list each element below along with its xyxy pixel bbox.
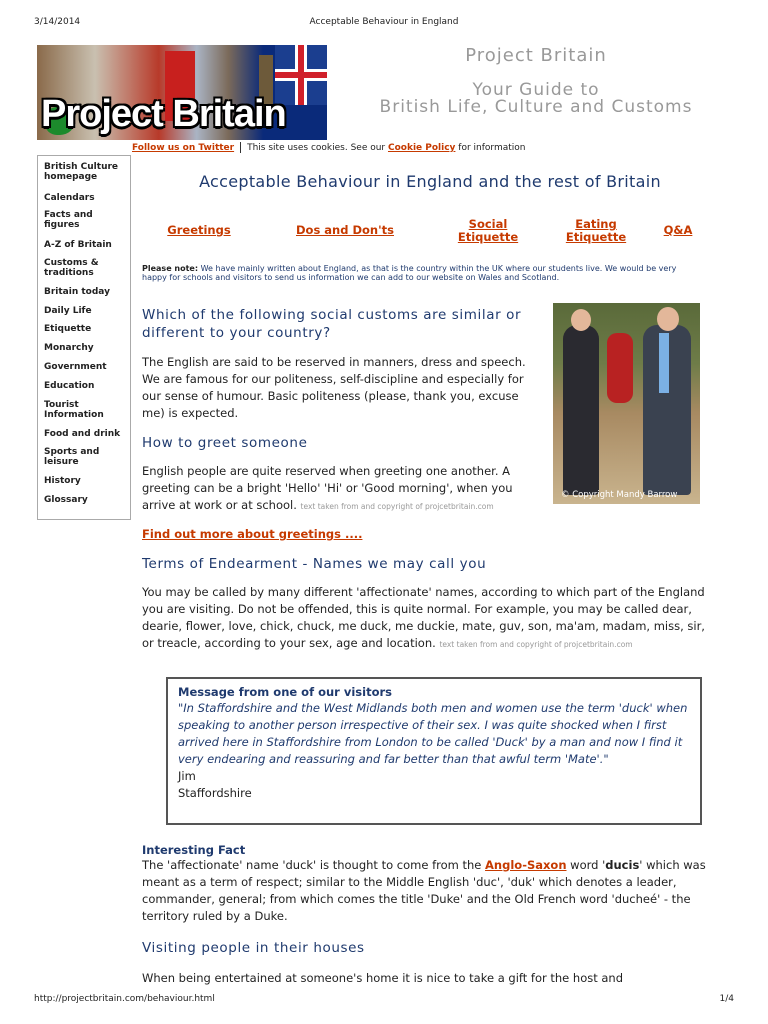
section-greet-heading: How to greet someone xyxy=(142,435,308,451)
site-logo: Project Britain xyxy=(41,93,286,135)
endearment-credit: text taken from and copyright of projcetbritain.com xyxy=(439,640,633,649)
print-url: http://projectbritain.com/behaviour.html xyxy=(34,994,215,1004)
visitor-message-heading: Message from one of our visitors xyxy=(178,685,392,699)
site-banner[interactable] xyxy=(37,45,327,140)
nav-eating-etiquette[interactable] xyxy=(560,218,632,244)
twitter-link[interactable]: Follow us on Twitter xyxy=(132,143,235,153)
sidebar-item-etiquette[interactable]: Etiquette xyxy=(44,324,92,334)
section-customs-text: The English are said to be reserved in manners, dress and speech. We are famous for our politeness, self-discipline and especially for our sense of humour. Basic politeness (please, thank you, excuse me) is expected. xyxy=(142,355,526,420)
sidebar-item-history[interactable]: History xyxy=(44,476,81,486)
sidebar-item-a-z[interactable]: A-Z of Britain xyxy=(44,240,112,250)
sidebar-nav xyxy=(37,155,131,520)
cookie-policy-link[interactable]: Cookie Policy xyxy=(387,143,456,153)
cookie-text-after: for information xyxy=(455,143,526,153)
page-title: Acceptable Behaviour in England and the rest of Britain xyxy=(199,172,661,191)
print-title: Acceptable Behaviour in England xyxy=(309,17,459,27)
anglo-saxon-link[interactable]: Anglo-Saxon xyxy=(485,858,567,872)
section-greet-text xyxy=(142,463,546,515)
please-note xyxy=(142,264,692,282)
etiquette-photo xyxy=(553,303,700,504)
visitor-author: Jim xyxy=(178,769,196,783)
site-subtitle-2: British Life, Culture and Customs xyxy=(379,97,693,117)
nav-social-etiquette[interactable] xyxy=(452,218,524,244)
visitor-location: Staffordshire xyxy=(178,786,252,800)
fact-after: ' which was meant as a term of respect; similar to the Middle English 'duc', 'duk' which denotes a leader, commander, general; from which comes the title 'Duke' and the Old French word 'ducheé' - the territory ruled by a Duke. xyxy=(142,858,706,923)
cookie-bar xyxy=(132,142,525,153)
sidebar-item-monarchy[interactable]: Monarchy xyxy=(44,343,94,353)
fact-before: The 'affectionate' name 'duck' is thought to come from the xyxy=(142,858,486,872)
nav-greetings[interactable]: Greetings xyxy=(167,223,231,237)
section-visiting-heading: Visiting people in their houses xyxy=(142,940,365,956)
print-date: 3/14/2014 xyxy=(34,17,81,27)
visitor-message-box xyxy=(166,677,702,825)
sidebar-item-daily-life[interactable]: Daily Life xyxy=(44,306,92,316)
endearment-para: You may be called by many different 'affectionate' names, according to which part of the England you are visiting. Do not be offended, this is quite normal. For example, you may be called dear, dearie, flower, love, chick, chuck, me duck, me duckie, mate, guv, son, ma'am, madam, miss, sir, or treacle, according to your sex, age and location. xyxy=(142,585,705,650)
section-endearment-heading: Terms of Endearment - Names we may call you xyxy=(142,556,487,572)
nav-eating-line1: Eating xyxy=(575,217,617,231)
nav-eating-line2: Etiquette xyxy=(565,230,627,244)
nav-social-line2: Etiquette xyxy=(457,230,519,244)
nav-social-line1: Social xyxy=(468,217,508,231)
photo-copyright: © Copyright Mandy Barrow xyxy=(561,490,678,500)
sidebar-item-sports[interactable]: Sports and leisure xyxy=(44,447,100,467)
fact-heading: Interesting Fact xyxy=(142,843,246,857)
note-text: We have mainly written about England, as that is the country within the UK where our students live. We would be very happy for schools and visitors to send us information we can add to our website on Wales and Scotland. xyxy=(142,264,677,282)
sidebar-item-education[interactable]: Education xyxy=(44,381,95,391)
nav-qa[interactable]: Q&A xyxy=(663,223,693,237)
greet-credit: text taken from and copyright of projcetbritain.com xyxy=(300,502,494,511)
section-customs-heading: Which of the following social customs are similar or different to your country? xyxy=(142,307,522,341)
sidebar-item-customs[interactable]: Customs & traditions xyxy=(44,258,99,278)
sidebar-item-homepage[interactable]: British Culture homepage xyxy=(44,162,119,182)
nav-dos-donts[interactable]: Dos and Don'ts xyxy=(296,223,394,237)
greet-para: English people are quite reserved when greeting one another. A greeting can be a bright 'Hello' 'Hi' or 'Good morning', when you arrive at work or at school. xyxy=(142,464,513,512)
cookie-text-before: This site uses cookies. See our xyxy=(247,143,388,153)
sidebar-item-facts[interactable]: Facts and figures xyxy=(44,210,93,230)
note-label: Please note: xyxy=(142,264,199,273)
sidebar-item-calendars[interactable]: Calendars xyxy=(44,193,95,203)
site-title: Project Britain xyxy=(465,45,607,66)
sidebar-item-food[interactable]: Food and drink xyxy=(44,429,121,439)
section-endearment-text xyxy=(142,584,712,653)
section-visiting-text: When being entertained at someone's home it is nice to take a gift for the host and xyxy=(142,971,624,985)
fact-mid: word ' xyxy=(566,858,606,872)
sidebar-item-government[interactable]: Government xyxy=(44,362,107,372)
site-subtitle-1: Your Guide to xyxy=(472,80,600,100)
visitor-message-text: "In Staffordshire and the West Midlands both men and women use the term 'duck' when speaking to another person irrespective of their sex. I was quite shocked when I first arrived here in Staffordshire from London to be called 'Duck' by a man and now I find it very endearing and reassuring and far better than that awful term 'Mate'." xyxy=(178,701,688,766)
sidebar-item-britain-today[interactable]: Britain today xyxy=(44,287,110,297)
fact-word: ducis xyxy=(605,858,640,872)
sidebar-item-glossary[interactable]: Glossary xyxy=(44,495,88,505)
greetings-more-link[interactable]: Find out more about greetings .... xyxy=(142,527,363,541)
fact-text xyxy=(142,857,712,925)
print-page-number: 1/4 xyxy=(719,994,734,1004)
sidebar-item-tourist[interactable]: Tourist Information xyxy=(44,400,104,420)
